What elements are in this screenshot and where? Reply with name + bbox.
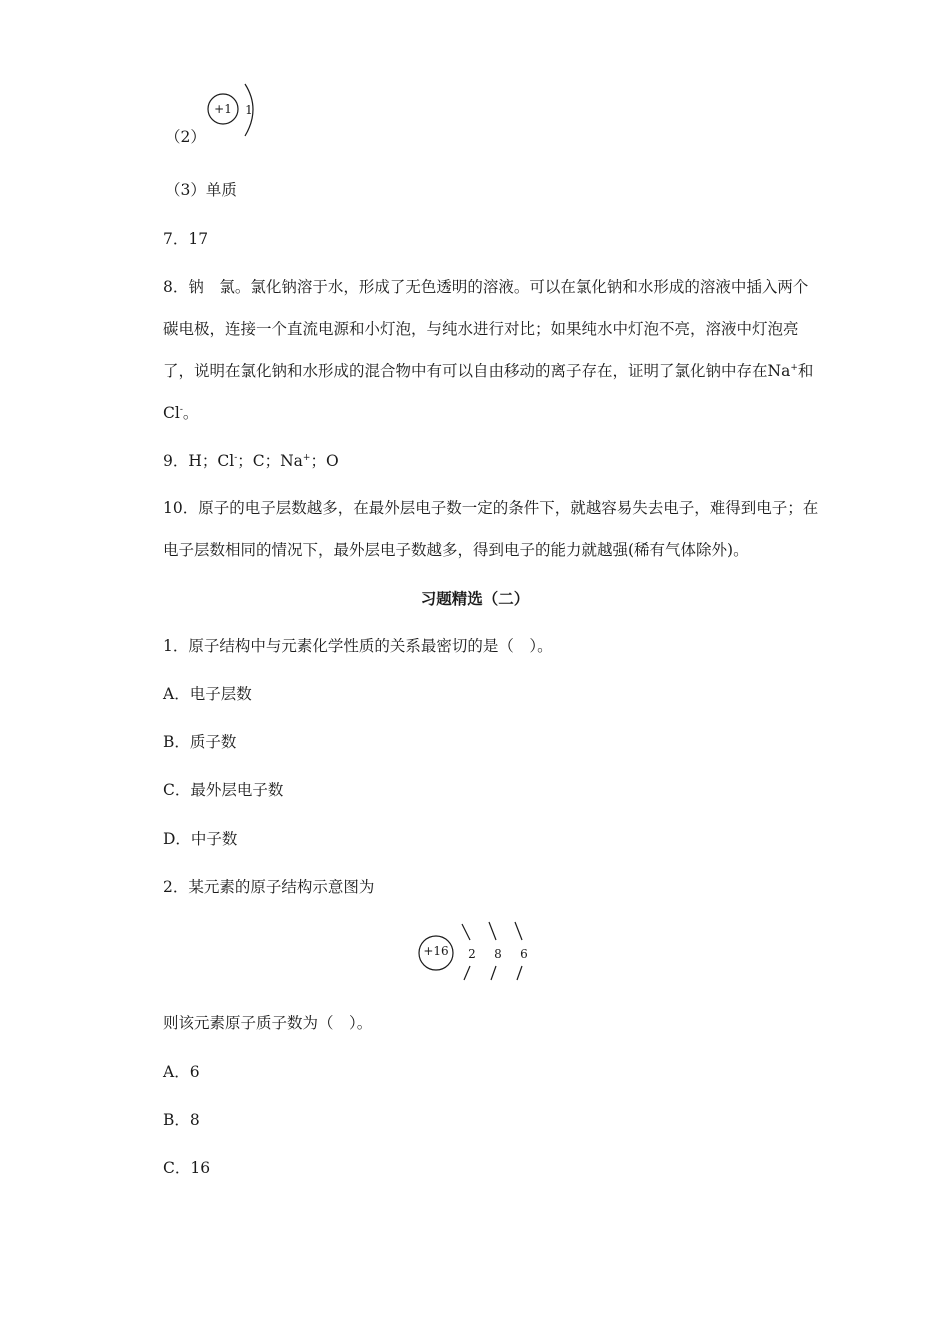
charge-sup: + [790,362,798,373]
shell-arc [464,966,470,980]
answer-9-part: 9．H；Cl [163,452,235,470]
shell-electrons: 2 [468,947,476,961]
shell-arc [517,966,522,980]
question-1-stem: 1．原子结构中与元素化学性质的关系最密切的是（ ）。 [163,637,553,655]
answer-8-mid: 和Cl [163,362,814,422]
shell-arc [489,922,496,940]
answer-8-end: 。 [182,404,199,422]
section-title: 习题精选（二） [420,589,530,608]
charge-sup: - [179,404,183,415]
question-2-sub: 则该元素原子质子数为（ ）。 [163,1014,373,1032]
question-1-option-a: A．电子层数 [163,685,252,703]
nucleus-charge: +16 [423,944,449,958]
shell-electrons: 8 [494,947,502,961]
question-2-stem: 2．某元素的原子结构示意图为 [163,878,375,896]
answer-3: （3）单质 [165,181,237,199]
answer-10 [131,487,821,571]
answer-8 [131,266,821,434]
shell-electrons: 1 [245,103,253,117]
shell-electrons: 6 [520,947,528,961]
shell-arc [462,924,470,940]
atom-diagram-s [418,920,538,984]
shell-arc [491,966,496,980]
question-1-option-c: C．最外层电子数 [163,781,284,799]
answer-9-part: ；C；Na [237,452,303,470]
nucleus-charge: +1 [214,102,232,116]
question-2-option-c: C．16 [163,1159,211,1177]
question-2-option-a: A．6 [163,1063,200,1081]
answer-8-text: 8．钠 氯。氯化钠溶于水，形成了无色透明的溶液。可以在氯化钠和水形成的溶液中插入两个碳电极，连接一个直流电源和小灯泡，与纯水进行对比；如果纯水中灯泡不亮，溶液中灯泡亮了，说明在氯化钠和水形成的混合物中有可以自由移动的离子存在，证明了氯化钠中存在Na [163,278,809,380]
atom-diagram-h [205,82,265,142]
question-1-option-b: B．质子数 [163,733,237,751]
charge-sup: - [234,452,238,463]
question-1-option-d: D．中子数 [163,830,238,848]
answer-9 [163,451,339,471]
question-2-option-b: B．8 [163,1111,200,1129]
shell-arc [515,922,522,940]
charge-sup: + [302,452,311,463]
answer-2-label: （2） [165,128,206,146]
answer-10-text: 10．原子的电子层数越多，在最外层电子数一定的条件下，就越容易失去电子，难得到电子；在电子层数相同的情况下，最外层电子数越多，得到电子的能力就越强(稀有气体除外)。 [163,499,819,559]
answer-7: 7．17 [163,230,209,248]
answer-9-part: ；O [310,452,339,470]
